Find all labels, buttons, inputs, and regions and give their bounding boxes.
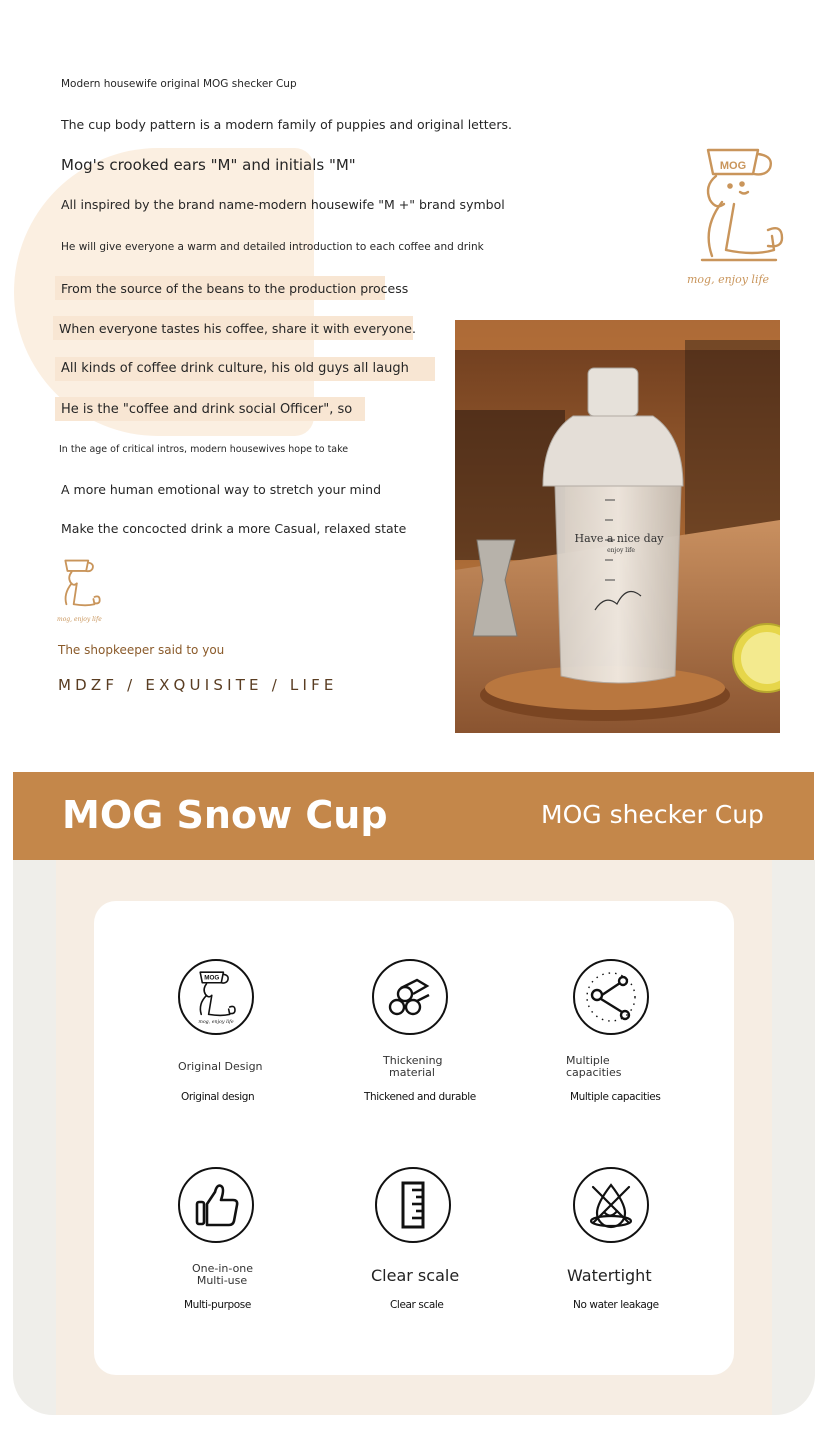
capacity-dial-icon — [573, 959, 649, 1035]
feature-thickening — [310, 959, 510, 1035]
band-subtitle: MOG shecker Cup — [541, 800, 764, 829]
logo-cup-text: MOG — [204, 974, 220, 982]
mog-logo-icon — [178, 959, 254, 1035]
story-line: He is the "coffee and drink social Officer", so — [61, 402, 353, 417]
feature-sub: Clear scale — [390, 1299, 444, 1311]
story-line: All kinds of coffee drink culture, his old guys all laugh — [61, 361, 409, 376]
mog-logo-large — [690, 144, 790, 272]
feature-name: Clear scale — [371, 1266, 460, 1285]
feature-sub: Thickened and durable — [364, 1091, 476, 1103]
feature-multi-use — [116, 1167, 316, 1243]
story-line: Mog's crooked ears "M" and initials "M" — [61, 156, 356, 174]
feature-watertight — [511, 1167, 711, 1243]
feature-clear-scale — [313, 1167, 513, 1243]
feature-name: Watertight — [567, 1266, 652, 1285]
no-water-drop-icon — [573, 1167, 649, 1243]
feature-sub: Multiple capacities — [570, 1091, 661, 1103]
feature-name: Thickening material — [383, 1054, 443, 1079]
logs-icon — [372, 959, 448, 1035]
feature-sub: No water leakage — [573, 1299, 659, 1311]
ruler-icon — [375, 1167, 451, 1243]
thumbs-up-icon — [178, 1167, 254, 1243]
feature-sub: Multi-purpose — [184, 1299, 251, 1311]
story-line: A more human emotional way to stretch your mind — [61, 482, 382, 497]
logo-caption: mog, enjoy life — [57, 616, 102, 623]
story-line: When everyone tastes his coffee, share it with everyone. — [59, 321, 416, 336]
brand-tagline: MDZF / EXQUISITE / LIFE — [58, 676, 338, 694]
story-line: The cup body pattern is a modern family of puppies and original letters. — [61, 117, 512, 132]
story-line: From the source of the beans to the production process — [61, 281, 409, 296]
feature-original-design — [116, 959, 316, 1035]
story-line: In the age of critical intros, modern housewives hope to take — [59, 444, 349, 455]
product-photo — [455, 320, 780, 733]
story-line: He will give everyone a warm and detailed introduction to each coffee and drink — [61, 241, 484, 253]
shopkeeper-note: The shopkeeper said to you — [58, 643, 225, 657]
logo-caption: mog, enjoy life — [687, 273, 770, 286]
feature-sub: Original design — [181, 1091, 255, 1103]
feature-name: One-in-one Multi-use — [192, 1262, 254, 1287]
story-line: All inspired by the brand name-modern housewife "M +" brand symbol — [61, 197, 505, 212]
logo-cup-text: MOG — [719, 160, 747, 172]
feature-name: Original Design — [178, 1060, 263, 1073]
cup-print-title: Have a nice day — [574, 532, 664, 545]
feature-name: Multiple capacities — [566, 1054, 622, 1079]
band-title: MOG Snow Cup — [62, 793, 388, 837]
logo-caption: mog, enjoy life — [198, 1019, 234, 1025]
story-line: Make the concocted drink a more Casual, relaxed state — [61, 521, 407, 536]
mog-logo-small — [56, 556, 108, 614]
story-heading: Modern housewife original MOG shecker Cup — [61, 78, 297, 90]
feature-capacities — [511, 959, 711, 1035]
cup-print-sub: enjoy life — [607, 547, 635, 554]
